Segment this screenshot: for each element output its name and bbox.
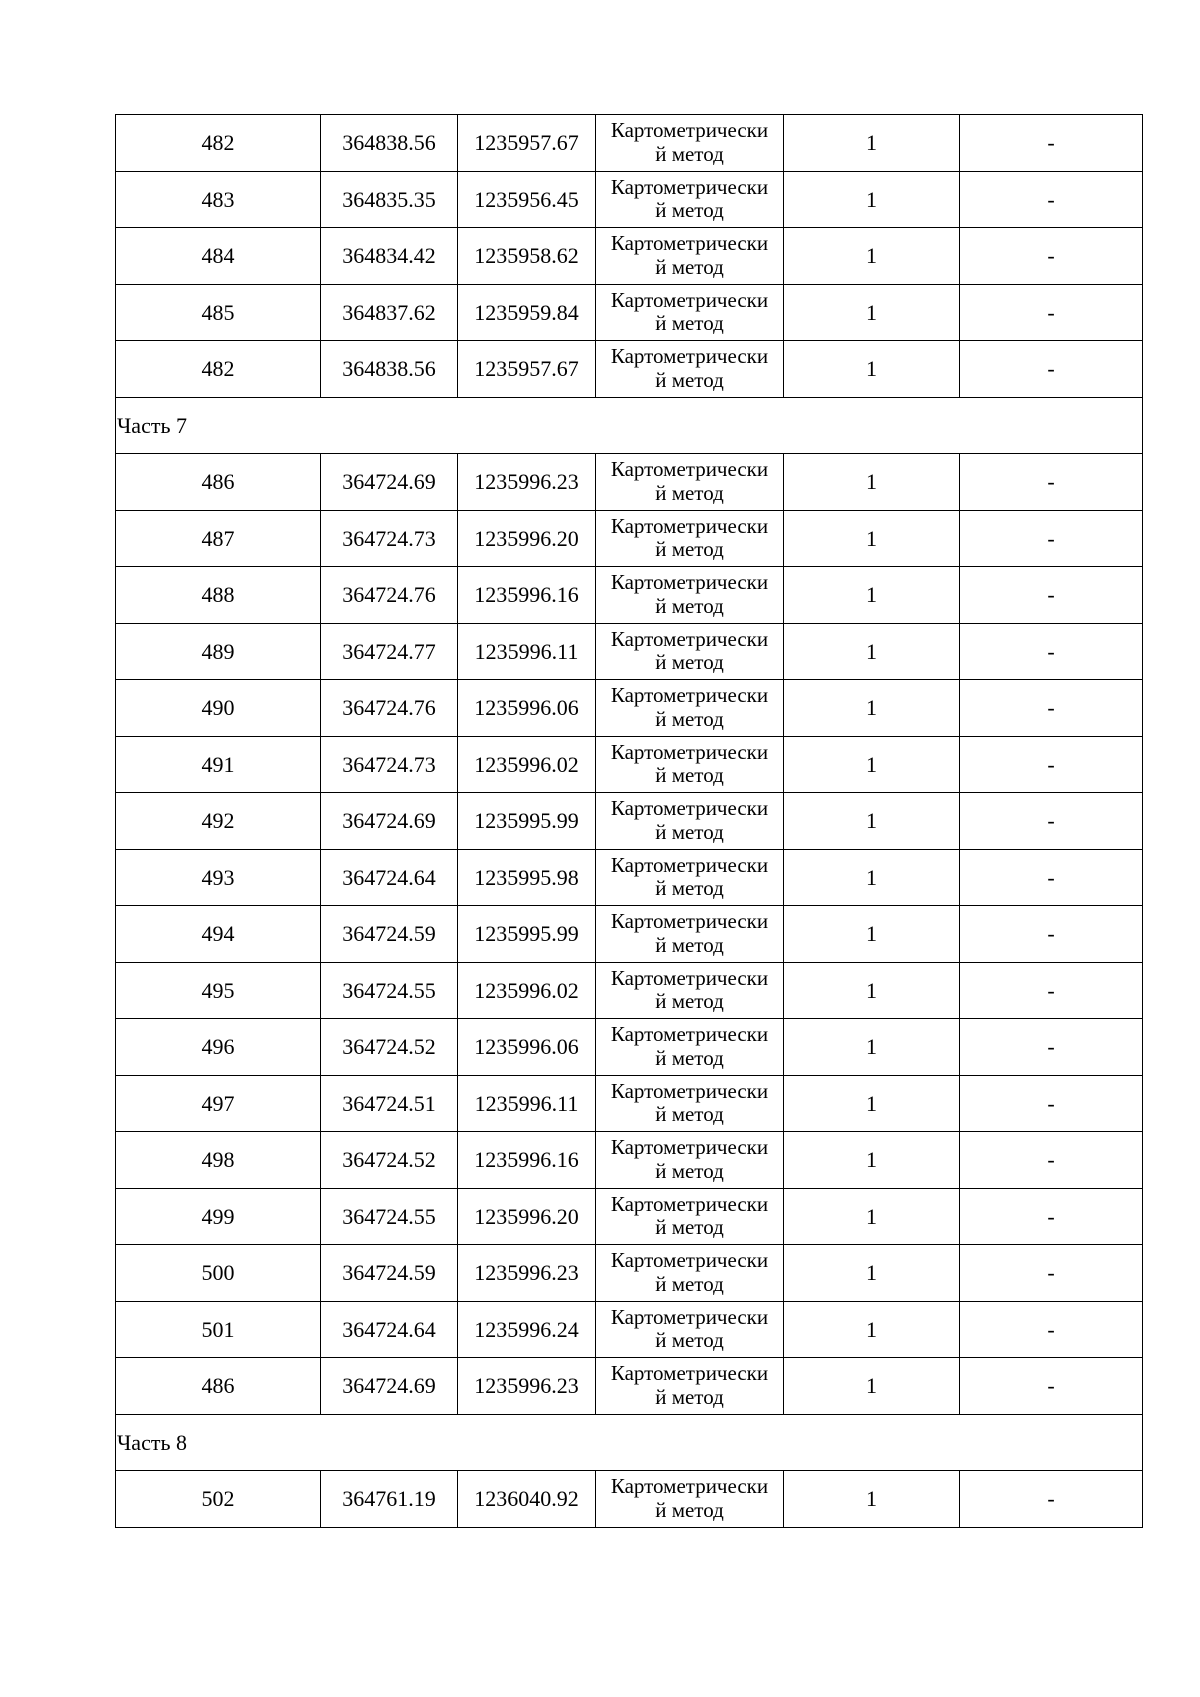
method-cell: Картометрически й метод [596, 171, 784, 228]
table-row [116, 115, 1143, 172]
coord-x-cell: 364724.69 [321, 454, 458, 511]
table-row [116, 1245, 1143, 1302]
table-row [116, 1132, 1143, 1189]
accuracy-cell: 1 [784, 567, 960, 624]
coord-x-cell: 364838.56 [321, 341, 458, 398]
coord-x-cell: 364724.69 [321, 793, 458, 850]
accuracy-cell: 1 [784, 115, 960, 172]
coord-y-cell: 1235956.45 [458, 171, 596, 228]
note-cell: - [960, 736, 1143, 793]
accuracy-cell: 1 [784, 228, 960, 285]
coord-x-cell: 364834.42 [321, 228, 458, 285]
note-cell: - [960, 623, 1143, 680]
table-row [116, 1471, 1143, 1528]
table-row [116, 623, 1143, 680]
note-cell: - [960, 1358, 1143, 1415]
coord-y-cell: 1235996.23 [458, 1358, 596, 1415]
table-row [116, 1075, 1143, 1132]
point-number-cell: 493 [116, 849, 321, 906]
note-cell: - [960, 1471, 1143, 1528]
note-cell: - [960, 1188, 1143, 1245]
coord-x-cell: 364838.56 [321, 115, 458, 172]
method-cell: Картометрически й метод [596, 906, 784, 963]
coord-y-cell: 1235957.67 [458, 115, 596, 172]
coord-y-cell: 1235996.11 [458, 623, 596, 680]
point-number-cell: 496 [116, 1019, 321, 1076]
coord-y-cell: 1235996.24 [458, 1301, 596, 1358]
coord-y-cell: 1235996.11 [458, 1075, 596, 1132]
accuracy-cell: 1 [784, 341, 960, 398]
coord-y-cell: 1235996.20 [458, 510, 596, 567]
point-number-cell: 487 [116, 510, 321, 567]
method-cell: Картометрически й метод [596, 1358, 784, 1415]
table-row [116, 680, 1143, 737]
table-row [116, 567, 1143, 624]
coord-x-cell: 364724.59 [321, 1245, 458, 1302]
coord-x-cell: 364724.73 [321, 510, 458, 567]
note-cell: - [960, 1019, 1143, 1076]
note-cell: - [960, 454, 1143, 511]
accuracy-cell: 1 [784, 171, 960, 228]
coord-x-cell: 364837.62 [321, 284, 458, 341]
point-number-cell: 497 [116, 1075, 321, 1132]
note-cell: - [960, 171, 1143, 228]
note-cell: - [960, 906, 1143, 963]
table-row [116, 284, 1143, 341]
method-cell: Картометрически й метод [596, 115, 784, 172]
method-cell: Картометрически й метод [596, 228, 784, 285]
note-cell: - [960, 284, 1143, 341]
point-number-cell: 488 [116, 567, 321, 624]
point-number-cell: 495 [116, 962, 321, 1019]
note-cell: - [960, 793, 1143, 850]
method-cell: Картометрически й метод [596, 1075, 784, 1132]
coord-x-cell: 364724.76 [321, 680, 458, 737]
coord-x-cell: 364724.52 [321, 1019, 458, 1076]
coord-x-cell: 364724.59 [321, 906, 458, 963]
note-cell: - [960, 1075, 1143, 1132]
accuracy-cell: 1 [784, 1075, 960, 1132]
coord-x-cell: 364724.69 [321, 1358, 458, 1415]
coord-x-cell: 364835.35 [321, 171, 458, 228]
table-row [116, 341, 1143, 398]
method-cell: Картометрически й метод [596, 962, 784, 1019]
coord-x-cell: 364724.73 [321, 736, 458, 793]
coord-x-cell: 364724.64 [321, 849, 458, 906]
accuracy-cell: 1 [784, 510, 960, 567]
coord-y-cell: 1235996.06 [458, 1019, 596, 1076]
method-cell: Картометрически й метод [596, 1019, 784, 1076]
point-number-cell: 484 [116, 228, 321, 285]
point-number-cell: 486 [116, 454, 321, 511]
note-cell: - [960, 1301, 1143, 1358]
point-number-cell: 482 [116, 115, 321, 172]
coord-y-cell: 1235995.99 [458, 906, 596, 963]
point-number-cell: 485 [116, 284, 321, 341]
note-cell: - [960, 1132, 1143, 1189]
coordinates-table-body [116, 115, 1143, 1528]
point-number-cell: 489 [116, 623, 321, 680]
accuracy-cell: 1 [784, 454, 960, 511]
section-title: Часть 7 [116, 397, 1143, 454]
point-number-cell: 486 [116, 1358, 321, 1415]
table-row [116, 736, 1143, 793]
method-cell: Картометрически й метод [596, 1301, 784, 1358]
accuracy-cell: 1 [784, 849, 960, 906]
accuracy-cell: 1 [784, 906, 960, 963]
point-number-cell: 490 [116, 680, 321, 737]
section-header-row [116, 1414, 1143, 1471]
note-cell: - [960, 849, 1143, 906]
note-cell: - [960, 1245, 1143, 1302]
coord-x-cell: 364724.77 [321, 623, 458, 680]
coord-y-cell: 1235996.16 [458, 1132, 596, 1189]
note-cell: - [960, 341, 1143, 398]
point-number-cell: 492 [116, 793, 321, 850]
coord-y-cell: 1235959.84 [458, 284, 596, 341]
method-cell: Картометрически й метод [596, 736, 784, 793]
accuracy-cell: 1 [784, 680, 960, 737]
accuracy-cell: 1 [784, 1245, 960, 1302]
method-cell: Картометрически й метод [596, 510, 784, 567]
coord-y-cell: 1235996.02 [458, 736, 596, 793]
coord-y-cell: 1235957.67 [458, 341, 596, 398]
table-row [116, 1019, 1143, 1076]
section-title: Часть 8 [116, 1414, 1143, 1471]
method-cell: Картометрически й метод [596, 1471, 784, 1528]
accuracy-cell: 1 [784, 1019, 960, 1076]
method-cell: Картометрически й метод [596, 567, 784, 624]
table-row [116, 1358, 1143, 1415]
accuracy-cell: 1 [784, 623, 960, 680]
method-cell: Картометрически й метод [596, 623, 784, 680]
point-number-cell: 498 [116, 1132, 321, 1189]
table-row [116, 171, 1143, 228]
method-cell: Картометрически й метод [596, 849, 784, 906]
note-cell: - [960, 962, 1143, 1019]
point-number-cell: 482 [116, 341, 321, 398]
coord-y-cell: 1235996.23 [458, 1245, 596, 1302]
accuracy-cell: 1 [784, 1301, 960, 1358]
coord-x-cell: 364724.55 [321, 1188, 458, 1245]
accuracy-cell: 1 [784, 736, 960, 793]
point-number-cell: 483 [116, 171, 321, 228]
note-cell: - [960, 510, 1143, 567]
coord-y-cell: 1235996.23 [458, 454, 596, 511]
accuracy-cell: 1 [784, 793, 960, 850]
coord-y-cell: 1235996.20 [458, 1188, 596, 1245]
point-number-cell: 491 [116, 736, 321, 793]
coord-x-cell: 364724.64 [321, 1301, 458, 1358]
table-row [116, 849, 1143, 906]
note-cell: - [960, 567, 1143, 624]
coord-y-cell: 1236040.92 [458, 1471, 596, 1528]
coord-y-cell: 1235996.06 [458, 680, 596, 737]
method-cell: Картометрически й метод [596, 1245, 784, 1302]
table-row [116, 454, 1143, 511]
method-cell: Картометрически й метод [596, 1188, 784, 1245]
coord-y-cell: 1235995.99 [458, 793, 596, 850]
accuracy-cell: 1 [784, 284, 960, 341]
coordinates-table [115, 114, 1143, 1528]
point-number-cell: 494 [116, 906, 321, 963]
method-cell: Картометрически й метод [596, 680, 784, 737]
coord-x-cell: 364724.52 [321, 1132, 458, 1189]
table-row [116, 1301, 1143, 1358]
table-row [116, 510, 1143, 567]
method-cell: Картометрически й метод [596, 341, 784, 398]
note-cell: - [960, 115, 1143, 172]
coord-y-cell: 1235996.16 [458, 567, 596, 624]
table-row [116, 1188, 1143, 1245]
note-cell: - [960, 680, 1143, 737]
table-row [116, 962, 1143, 1019]
method-cell: Картометрически й метод [596, 454, 784, 511]
table-row [116, 228, 1143, 285]
coord-x-cell: 364724.76 [321, 567, 458, 624]
table-row [116, 906, 1143, 963]
point-number-cell: 500 [116, 1245, 321, 1302]
coord-y-cell: 1235996.02 [458, 962, 596, 1019]
coord-y-cell: 1235958.62 [458, 228, 596, 285]
point-number-cell: 502 [116, 1471, 321, 1528]
point-number-cell: 499 [116, 1188, 321, 1245]
note-cell: - [960, 228, 1143, 285]
coord-x-cell: 364724.51 [321, 1075, 458, 1132]
point-number-cell: 501 [116, 1301, 321, 1358]
method-cell: Картометрически й метод [596, 793, 784, 850]
accuracy-cell: 1 [784, 1188, 960, 1245]
coord-y-cell: 1235995.98 [458, 849, 596, 906]
accuracy-cell: 1 [784, 1358, 960, 1415]
section-header-row [116, 397, 1143, 454]
accuracy-cell: 1 [784, 1132, 960, 1189]
table-row [116, 793, 1143, 850]
method-cell: Картометрически й метод [596, 1132, 784, 1189]
method-cell: Картометрически й метод [596, 284, 784, 341]
accuracy-cell: 1 [784, 1471, 960, 1528]
coord-x-cell: 364724.55 [321, 962, 458, 1019]
coord-x-cell: 364761.19 [321, 1471, 458, 1528]
accuracy-cell: 1 [784, 962, 960, 1019]
